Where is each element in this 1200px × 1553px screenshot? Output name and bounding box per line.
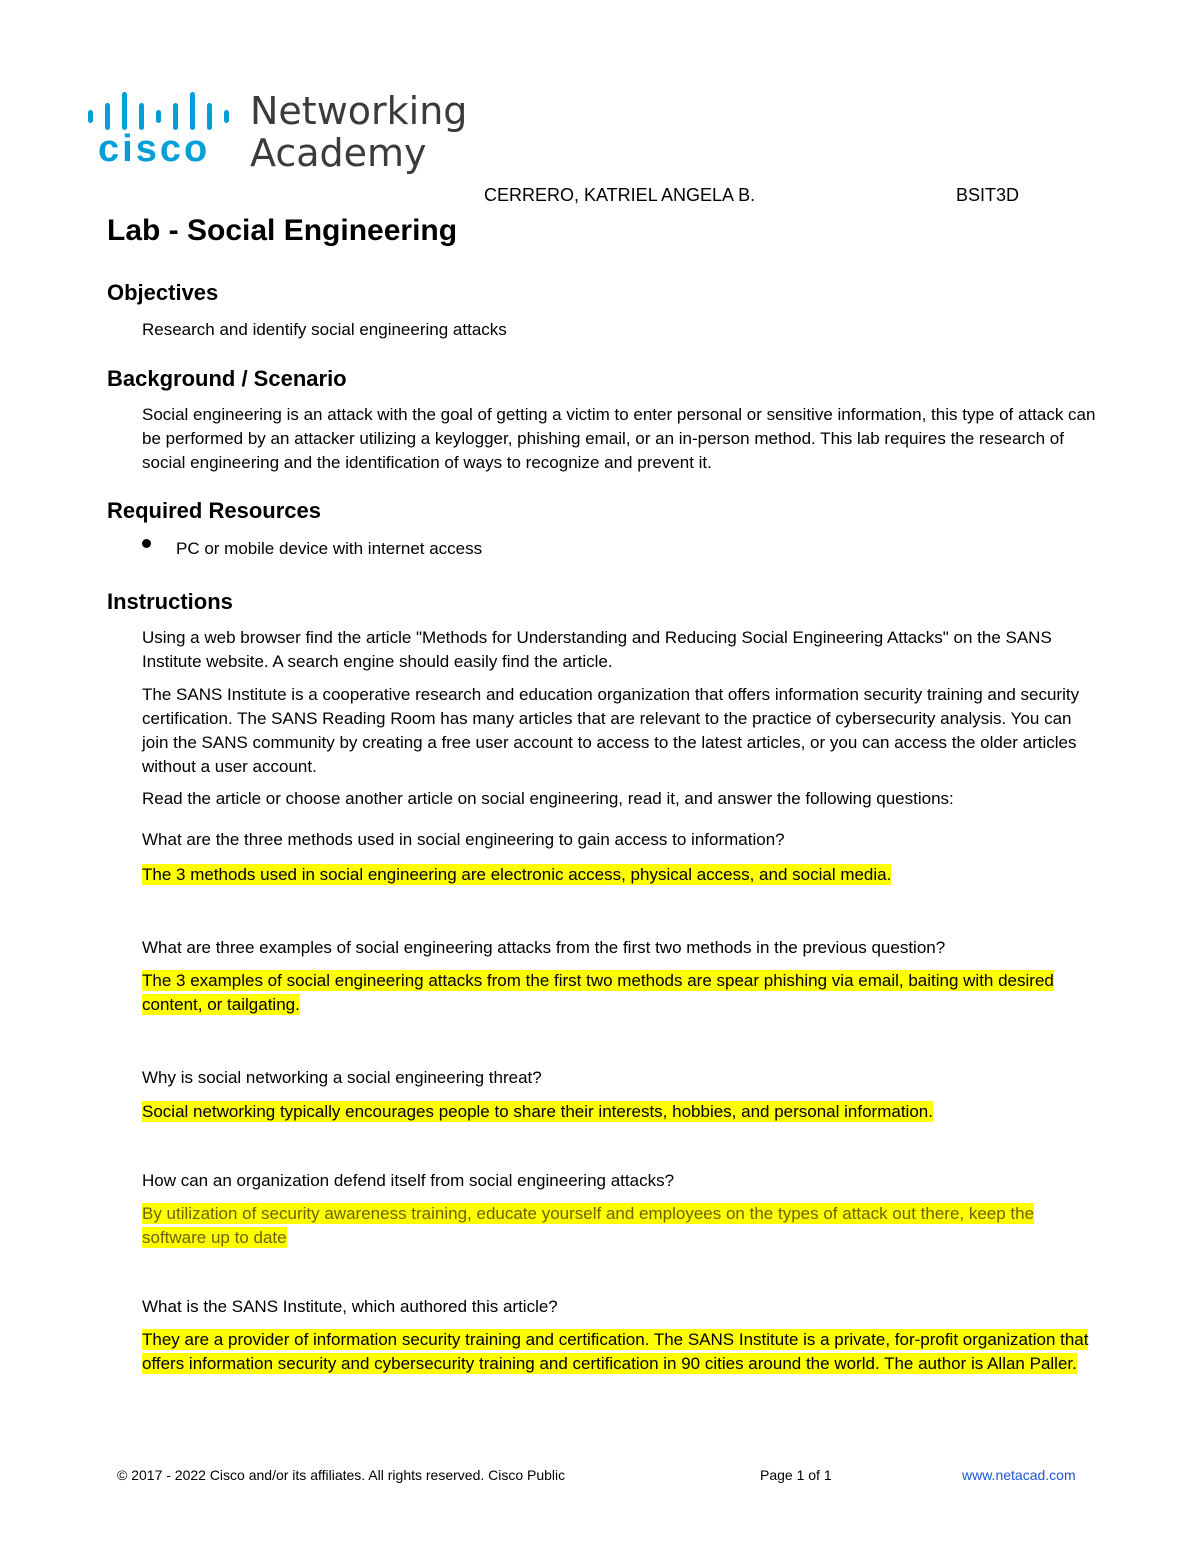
- footer-page-number: Page 1 of 1: [760, 1467, 832, 1483]
- question-text: How can an organization defend itself from social engineering attacks?: [142, 1171, 675, 1190]
- answer-text: By utilization of security awareness training, educate yourself and employees on the types of attack out there, keep the software up to date: [142, 1204, 1035, 1247]
- question-text: What are three examples of social engineering attacks from the first two methods in the previous question?: [142, 938, 946, 957]
- background-text: Social engineering is an attack with the goal of getting a victim to enter personal or sensitive information, this type of attack can be performed by an attacker utilizing a keylogger, phishing email, or an in-person method. This lab requires the research of social engineering and the identification of ways to recognize and prevent it.: [142, 405, 1096, 472]
- answer-text: They are a provider of information security training and certification. The SANS Institute is a private, for-profit organization that offers information security and cybersecurity training and certification in 90 cities around the world. The author is Allan Paller.: [142, 1330, 1089, 1373]
- logo-academy-text: Academy: [250, 131, 427, 175]
- student-section: BSIT3D: [956, 185, 1020, 205]
- bullet-icon: [142, 539, 151, 548]
- student-name: CERRERO, KATRIEL ANGELA B.: [484, 185, 756, 205]
- instructions-paragraph: Read the article or choose another article on social engineering, read it, and answer the following questions:: [142, 789, 954, 808]
- background-heading: Background / Scenario: [107, 366, 347, 391]
- question-text: What is the SANS Institute, which authored this article?: [142, 1297, 558, 1316]
- answer-text: Social networking typically encourages people to share their interests, hobbies, and personal information.: [142, 1102, 933, 1121]
- instructions-heading: Instructions: [107, 589, 233, 614]
- instructions-paragraph: Using a web browser find the article "Methods for Understanding and Reducing Social Engineering Attacks" on the SANS Institute website. A search engine should easily find the article.: [142, 628, 1052, 671]
- instructions-paragraph: The SANS Institute is a cooperative research and education organization that offers information security training and security certification. The SANS Reading Room has many articles that are relevant to the practice of cybersecurity analysis. You can join the SANS community by creating a free user account to access to the latest articles, or you can access the older articles without a user account.: [142, 685, 1080, 776]
- resources-item: PC or mobile device with internet access: [176, 539, 483, 558]
- answer-text: The 3 examples of social engineering attacks from the first two methods are spear phishing via email, baiting with desired content, or tailgating.: [142, 971, 1054, 1014]
- logo-networking-text: Networking: [250, 89, 468, 133]
- page-title: Lab - Social Engineering: [107, 214, 458, 247]
- question-text: Why is social networking a social engineering threat?: [142, 1068, 542, 1087]
- question-text: What are the three methods used in social engineering to gain access to information?: [142, 830, 785, 849]
- objectives-text: Research and identify social engineering attacks: [142, 320, 507, 339]
- resources-heading: Required Resources: [107, 498, 321, 523]
- cisco-wordmark: cisco: [98, 128, 211, 170]
- objectives-heading: Objectives: [107, 280, 219, 305]
- answer-text: The 3 methods used in social engineering are electronic access, physical access, and social media.: [142, 865, 892, 884]
- footer-copyright: © 2017 - 2022 Cisco and/or its affiliates. All rights reserved. Cisco Public: [117, 1467, 566, 1483]
- footer-netacad-link[interactable]: www.netacad.com: [962, 1467, 1076, 1483]
